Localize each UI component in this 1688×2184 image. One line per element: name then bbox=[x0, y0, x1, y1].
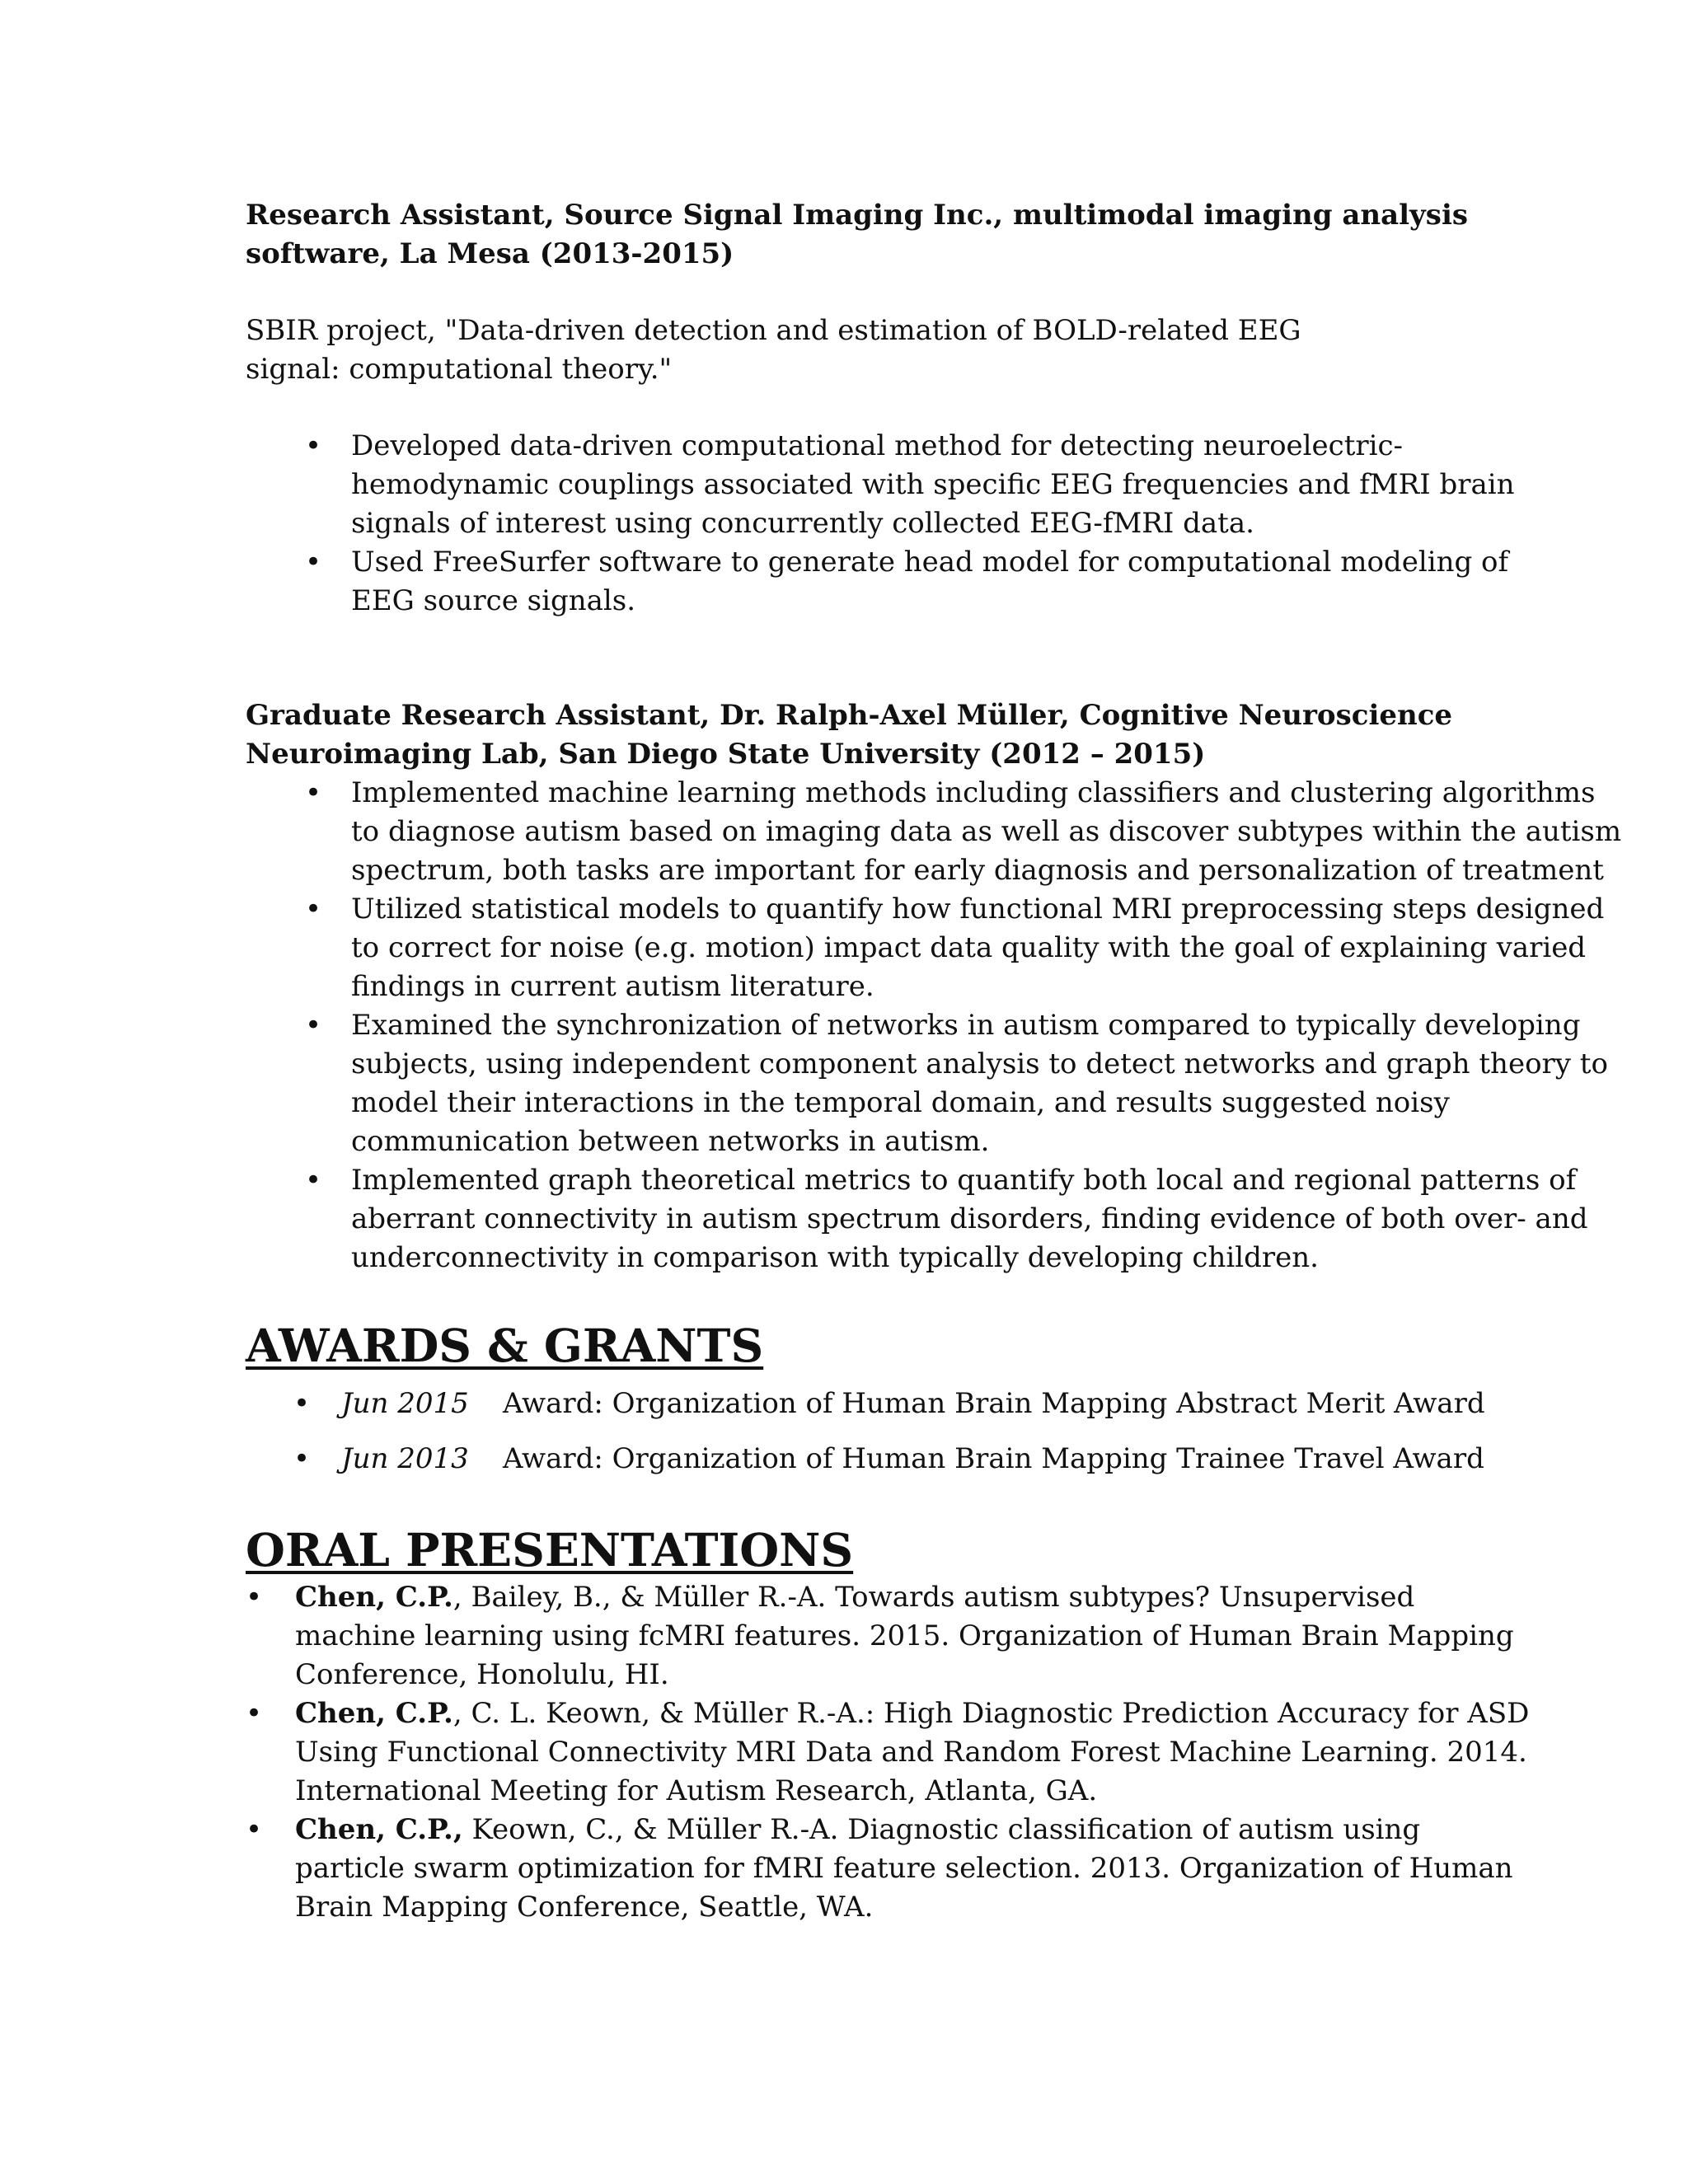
list-item: • Utilized statistical models to quantify how functional MRI preprocessing steps designed to correct for noise (e.g. motion) impact data quality with the goal of explaining varied findings in current autism literature. bbox=[246, 890, 1630, 1006]
awards-list-container bbox=[246, 1376, 1630, 1487]
job-title: Graduate Research Assistant, Dr. Ralph-Axel Müller, Cognitive Neuroscience Neuroimaging Lab, San Diego State University (2012 – 2015) bbox=[246, 699, 1453, 771]
job-bullet-list bbox=[246, 427, 1531, 621]
job-entry-sdsu bbox=[246, 696, 1630, 1277]
presentations-list-container bbox=[246, 1578, 1630, 1927]
project-description: SBIR project, "Data-driven detection and estimation of BOLD-related EEG signal: computational theory." bbox=[246, 314, 1301, 386]
awards-list bbox=[246, 1376, 1630, 1487]
list-item bbox=[246, 1432, 1630, 1487]
presentation-details: , C. L. Keown, & Müller R.-A.: High Diagnostic Prediction Accuracy for ASD Using Functional Connectivity MRI Data and Random Forest Machine Learning. 2014. International Meeting for Autism Research, Atlanta, GA. bbox=[295, 1697, 1530, 1807]
award-text: Award: Organization of Human Brain Mapping Trainee Travel Award bbox=[503, 1442, 1484, 1475]
presentation-author: Chen, C.P. bbox=[295, 1697, 453, 1730]
list-item bbox=[246, 1578, 1531, 1694]
list-item bbox=[246, 1376, 1630, 1432]
presentation-details: Keown, C., & Müller R.-A. Diagnostic classification of autism using particle swarm optimization for fMRI feature selection. 2013. Organization of Human Brain Mapping Conference, Seattle, WA. bbox=[295, 1813, 1513, 1924]
list-item: • Used FreeSurfer software to generate head model for computational modeling of EEG source signals. bbox=[246, 543, 1531, 621]
list-item: • Examined the synchronization of networks in autism compared to typically developing subjects, using independent component analysis to detect networks and graph theory to model their interactions in the temporal domain, and results suggested noisy communication between networks in autism. bbox=[246, 1006, 1630, 1161]
presentation-author: Chen, C.P., bbox=[295, 1813, 463, 1846]
presentation-author: Chen, C.P. bbox=[295, 1581, 453, 1614]
list-item: • Implemented machine learning methods including classifiers and clustering algorithms to diagnose autism based on imaging data as well as discover subtypes within the autism spectrum, both tasks are important for early diagnosis and personalization of treatment bbox=[246, 774, 1630, 890]
award-date: Jun 2013 bbox=[341, 1442, 469, 1475]
list-item: • Implemented graph theoretical metrics to quantify both local and regional patterns of aberrant connectivity in autism spectrum disorders, finding evidence of both over- and underconnectivity in comparison with typically developing children. bbox=[246, 1161, 1630, 1277]
job-entry-source-signal bbox=[246, 196, 1630, 621]
list-item bbox=[246, 1694, 1531, 1811]
section-heading-presentations: ORAL PRESENTATIONS bbox=[246, 1523, 854, 1577]
list-item bbox=[246, 1811, 1531, 1927]
list-item: • Developed data-driven computational method for detecting neuroelectric-hemodynamic couplings associated with specific EEG frequencies and fMRI brain signals of interest using concurrently collected EEG-fMRI data. bbox=[246, 427, 1531, 543]
presentation-details: , Bailey, B., & Müller R.-A. Towards autism subtypes? Unsupervised machine learning using fcMRI features. 2015. Organization of Human Brain Mapping Conference, Honolulu, HI. bbox=[295, 1581, 1514, 1691]
job-title: Research Assistant, Source Signal Imaging Inc., multimodal imaging analysis software, La Mesa (2013-2015) bbox=[246, 199, 1469, 270]
award-date: Jun 2015 bbox=[341, 1387, 469, 1420]
section-heading-awards: AWARDS & GRANTS bbox=[246, 1319, 764, 1372]
award-text: Award: Organization of Human Brain Mapping Abstract Merit Award bbox=[503, 1387, 1485, 1420]
presentations-list bbox=[246, 1578, 1531, 1927]
job-bullet-list bbox=[246, 774, 1630, 1277]
